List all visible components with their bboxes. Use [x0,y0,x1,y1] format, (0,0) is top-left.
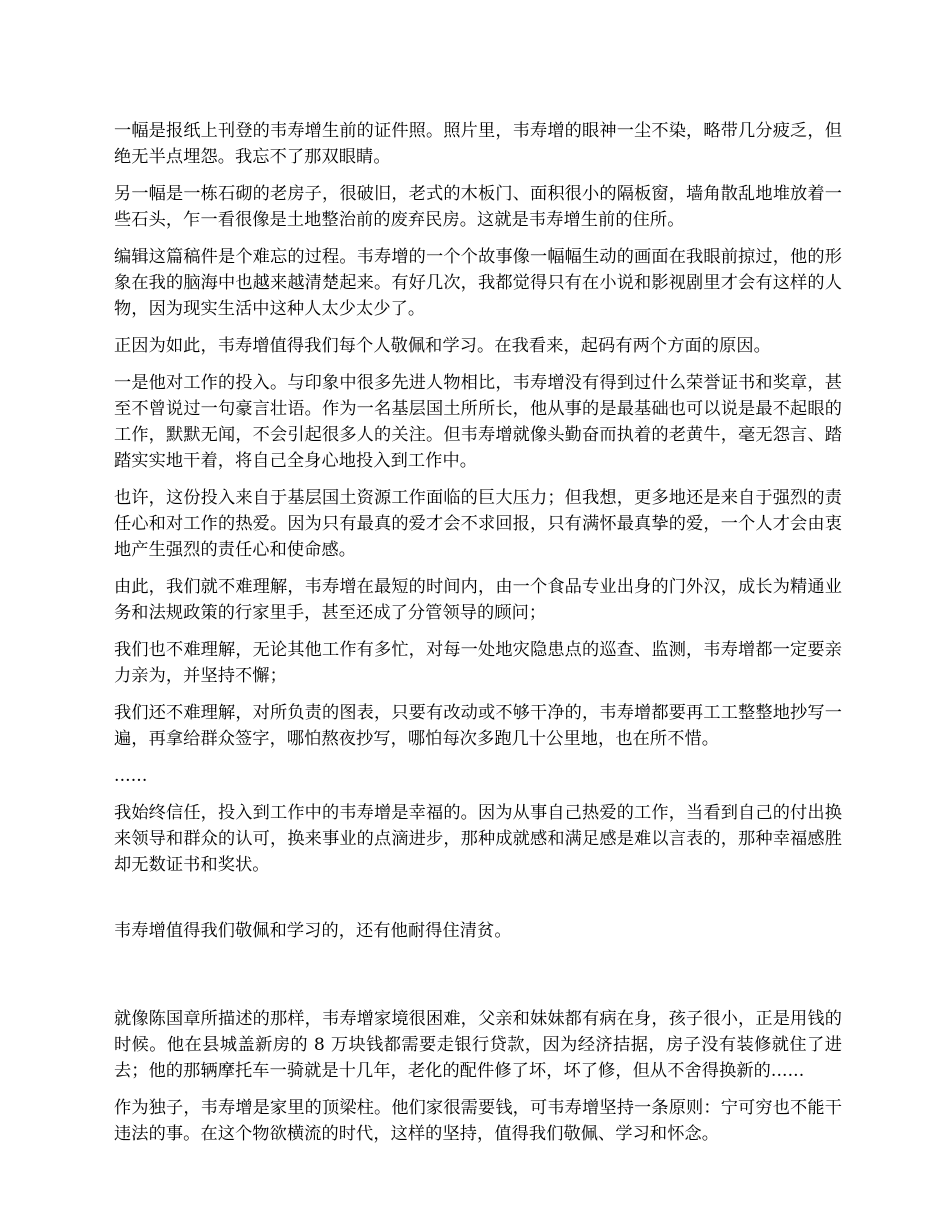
paragraph-id-photo: 一幅是报纸上刊登的韦寿增生前的证件照。照片里，韦寿增的眼神一尘不染，略带几分疲乏，但绝无半点埋怨。我忘不了那双眼睛。 [114,121,842,167]
paragraph-responsibility: 也许，这份投入来自于基层国土资源工作面临的巨大压力；但我想，更多地还是来自于强烈的责任心和对工作的热爱。因为只有最真的爱才会不求回报，只有满怀最真挚的爱，一个人才会由衷地产生强烈的责任心和使命感。 [114,488,842,560]
paragraph-old-house: 另一幅是一栋石砌的老房子，很破旧，老式的木板门、面积很小的隔板窗，墙角散乱地堆放着一些石头，乍一看很像是土地整治前的废弃民房。这就是韦寿增生前的住所。 [114,184,842,230]
paragraph-editing: 编辑这篇稿件是个难忘的过程。韦寿增的一个个故事像一幅幅生动的画面在我眼前掠过，他的形象在我的脑海中也越来越清楚起来。有好几次，我都觉得只有在小说和影视剧里才会有这样的人物，因为现实生活中这种人太少太少了。 [114,247,842,319]
paragraph-inspection: 我们也不难理解，无论其他工作有多忙，对每一处地灾隐患点的巡查、监测，韦寿增都一定要亲力亲为，并坚持不懈； [114,640,842,686]
paragraph-expertise: 由此，我们就不难理解，韦寿增在最短的时间内，由一个食品专业出身的门外汉，成长为精通业务和法规政策的行家里手，甚至还成了分管领导的顾问； [114,577,842,623]
paragraph-dedication: 一是他对工作的投入。与印象中很多先进人物相比，韦寿增没有得到过什么荣誉证书和奖章，甚至不曾说过一句豪言壮语。作为一名基层国土所所长，他从事的是最基础也可以说是最不起眼的工作，默默无闻，不会引起很多人的关注。但韦寿增就像头勤奋而执着的老黄牛，毫无怨言、踏踏实实地干着，将自己全身心地投入到工作中。 [114,373,842,471]
paragraph-happiness: 我始终信任，投入到工作中的韦寿增是幸福的。因为从事自己热爱的工作，当看到自己的付出换来领导和群众的认可，换来事业的点滴进步，那种成就感和满足感是难以言表的，那种幸福感胜却无数证书和奖状。 [114,803,842,875]
paragraph-ellipsis: ...... [114,766,148,786]
paragraph-charts: 我们还不难理解，对所负责的图表，只要有改动或不够干净的，韦寿增都要再工工整整地抄写一遍，再拿给群众签字，哪怕熬夜抄写，哪怕每次多跑几十公里地，也在所不惜。 [114,703,842,749]
paragraph-reasons: 正因为如此，韦寿增值得我们每个人敬佩和学习。在我看来，起码有两个方面的原因。 [114,336,771,356]
paragraph-frugality: 韦寿增值得我们敬佩和学习的，还有他耐得住清贫。 [114,921,512,941]
document-body [114,118,842,1158]
paragraph-principle: 作为独子，韦寿增是家里的顶梁柱。他们家很需要钱，可韦寿增坚持一条原则：宁可穷也不能干违法的事。在这个物欲横流的时代，这样的坚持，值得我们敬佩、学习和怀念。 [114,1098,842,1144]
paragraph-hardship: 就像陈国章所描述的那样，韦寿增家境很困难，父亲和妹妹都有病在身，孩子很小，正是用钱的时候。他在县城盖新房的 8 万块钱都需要走银行贷款，因为经济拮据，房子没有装修就住了进去；他的那辆摩托车一骑就是十几年，老化的配件修了坏，坏了修，但从不舍得换新的...... [114,1009,842,1081]
